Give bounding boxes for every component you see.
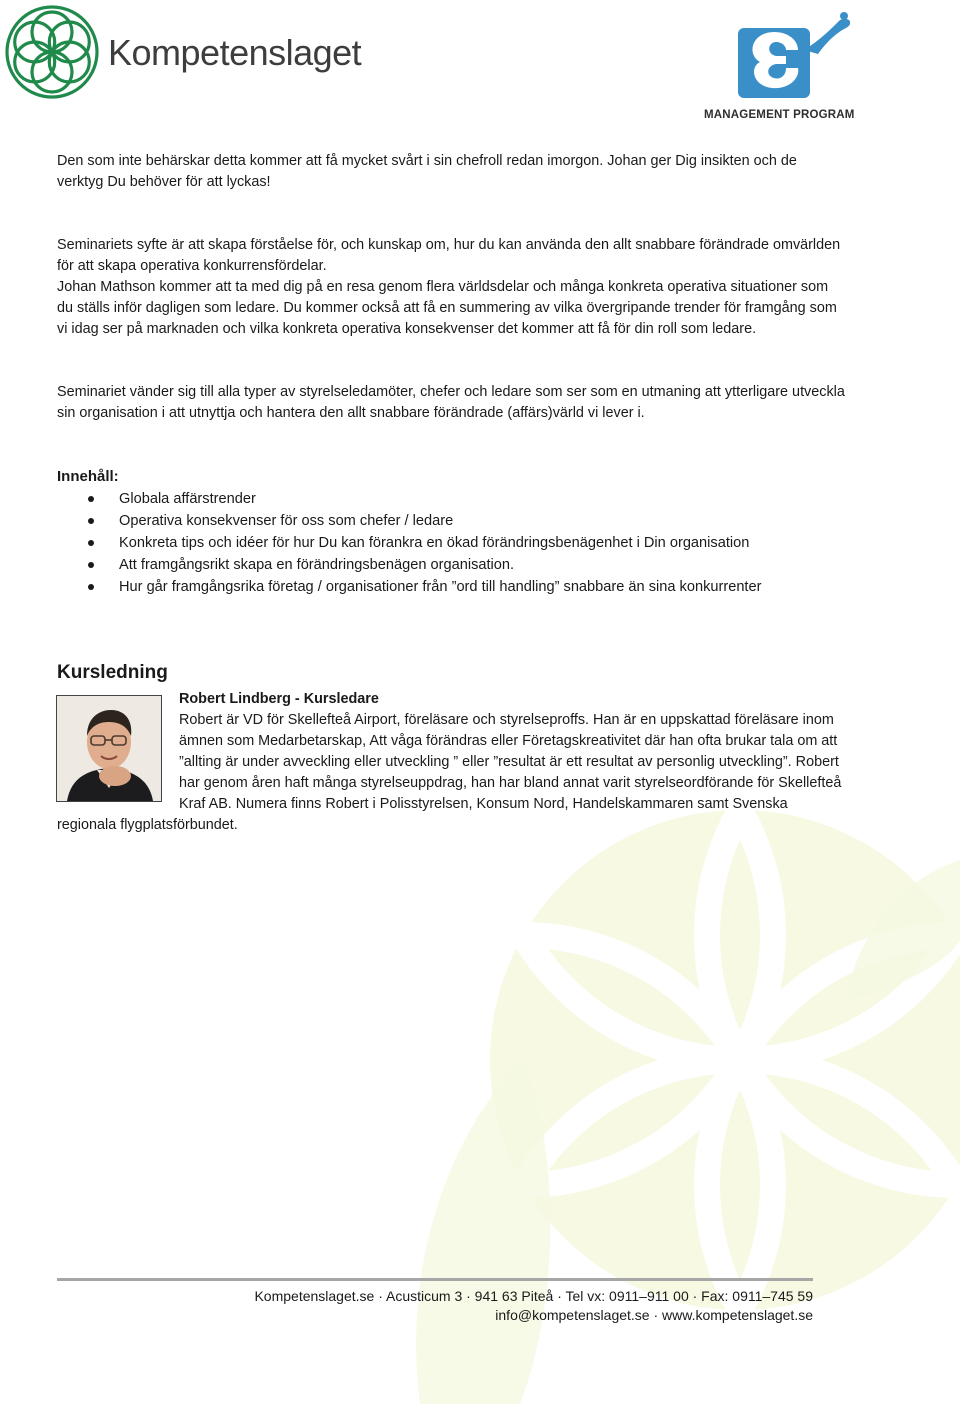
bullet-icon	[88, 562, 94, 568]
leader-name: Robert Lindberg - Kursledare	[179, 691, 379, 707]
flower-logo-icon	[2, 2, 102, 102]
footer-address: Kompetenslaget.se · Acusticum 3 · 941 63 Piteå · Tel vx: 0911–911 00 · Fax: 0911–745 59	[254, 1288, 813, 1304]
leader-bio	[57, 689, 847, 836]
logo-wordmark: Kompetenslaget	[108, 32, 362, 73]
leader-heading: Kursledning	[57, 662, 168, 683]
list-item: Hur går framgångsrika företag / organisationer från ”ord till handling” snabbare än sina konkurrenter	[57, 576, 857, 598]
intro-paragraph-1: Den som inte behärskar detta kommer att få mycket svårt i sin chefroll redan imorgon. Johan ger Dig insikten och de verktyg Du behöver för att lyckas!	[57, 153, 797, 190]
management-program-logo	[700, 10, 855, 125]
bullet-icon	[88, 496, 94, 502]
management-program-text: MANAGEMENT PROGRAM	[704, 109, 855, 121]
intro-paragraph-2-3	[57, 235, 847, 340]
content-list	[57, 488, 857, 598]
e-logo-icon	[700, 10, 850, 105]
audience-paragraph: Seminariet vänder sig till alla typer av styrelseledamöter, chefer och ledare som ser som en utmaning att ytterligare utveckla sin organisation i att utnyttja och hantera den allt snabbare förändrade (affärs)värld vi lever i.	[57, 384, 845, 421]
footer-contact: info@kompetenslaget.se · www.kompetenslaget.se	[495, 1307, 813, 1323]
bullet-icon	[88, 584, 94, 590]
purpose-paragraph: Seminariets syfte är att skapa förståelse för, och kunskap om, hur du kan använda den allt snabbare förändrade omvärlden för att skapa operativa konkurrensfördelar.	[57, 237, 841, 274]
journey-paragraph: Johan Mathson kommer att ta med dig på en resa genom flera världsdelar och många konkreta operativa situationer som du ställs inför dagligen som ledare. Du kommer också att få en summering av vilka övergripande trender för framgång som vi idag ser på marknaden och vilka konkreta operativa konsekvenser det kommer att få för din roll som ledare.	[57, 279, 837, 337]
kompetenslaget-logo	[2, 2, 362, 106]
list-item: Operativa konsekvenser för oss som chefer / ledare	[57, 510, 857, 532]
list-item: Att framgångsrikt skapa en förändringsbenägen organisation.	[57, 554, 857, 576]
leader-description: Robert är VD för Skellefteå Airport, föreläsare och styrelseproffs. Han är en uppskattad föreläsare inom ämnen som Medarbetarskap, Att våga förändras eller Företagskreativitet där han ofta brukar tala om att ”allting är under avveckling eller utveckling ” eller ”resultat är ett resultat av personlig utveckling”. Robert har genom åren haft många styrelseuppdrag, han har bland annat varit styrelseordförande för Skellefteå Kraf AB. Numera finns Robert i Polisstyrelsen, Konsum Nord, Handelskammaren samt Svenska regionala flygplatsförbundet.	[57, 712, 842, 833]
list-item: Konkreta tips och idéer för hur Du kan förankra en ökad förändringsbenägenhet i Din organisation	[57, 532, 857, 554]
footer-divider	[57, 1278, 813, 1281]
list-item: Globala affärstrender	[57, 488, 857, 510]
content-heading: Innehåll:	[57, 468, 119, 485]
bullet-icon	[88, 518, 94, 524]
bullet-icon	[88, 540, 94, 546]
